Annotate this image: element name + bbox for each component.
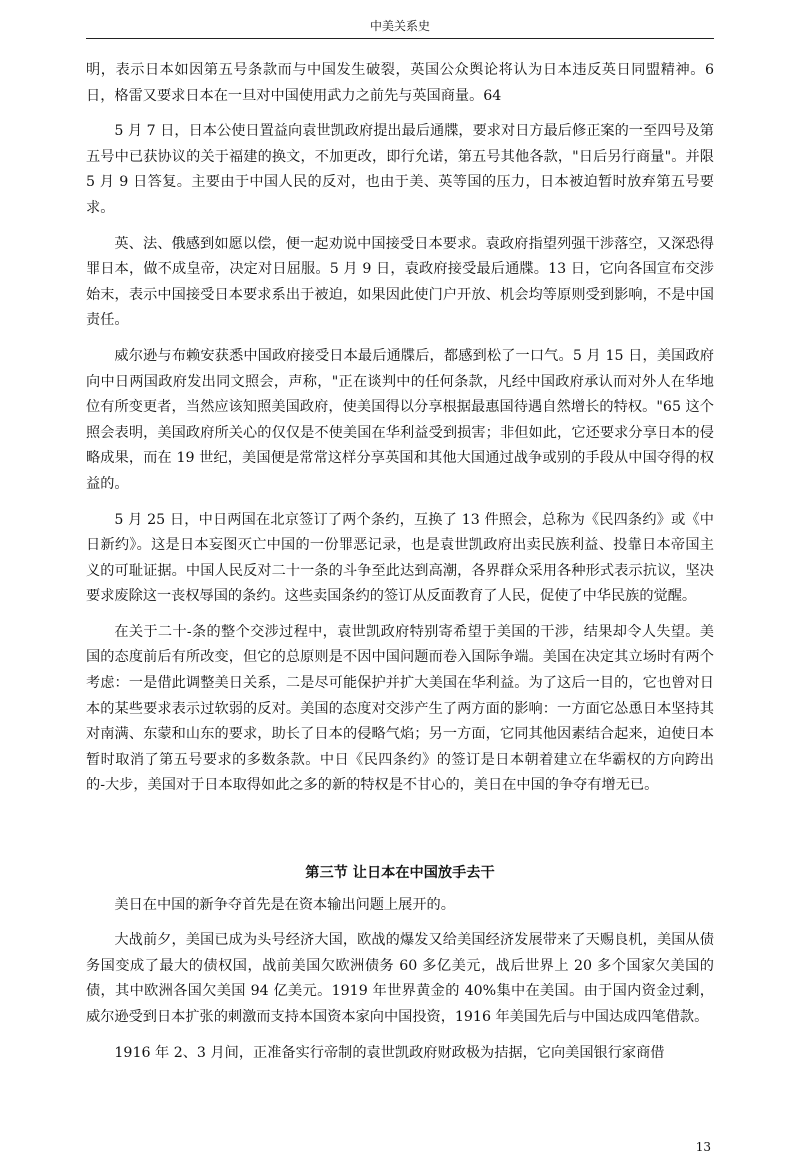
header-rule [86, 38, 714, 39]
paragraph: 明，表示日本如因第五号条款而与中国发生破裂，英国公众舆论将认为日本违反英日同盟精神。6 日，格雷又要求日本在一旦对中国使用武力之前先与英国商量。64 [86, 62, 714, 104]
paragraph: 5 月 7 日，日本公使日置益向袁世凯政府提出最后通牒，要求对日方最后修正案的一至四号及第五号中已获协议的关于福建的换文，不加更改，即行允诺，第五号其他各款，"日后另行商量"。并限 5 月 9 日答复。主要由于中国人民的反对，也由于美、英等国的压力，日本被迫暂时放弃第五号要求。 [86, 123, 714, 216]
paragraph: 5 月 25 日，中日两国在北京签订了两个条约，互换了 13 件照会，总称为《民四条约》或《中日新约》。这是日本妄图灭亡中国的一份罪恶记录，也是袁世凯政府出卖民族利益、投靠日本帝国主义的可耻证据。中国人民反对二十一条的斗争至此达到高潮，各界群众采用各种形式表示抗议，坚决要求废除这一丧权辱国的条约。这些卖国条约的签订从反面教育了人民，促使了中华民族的觉醒。 [86, 511, 714, 605]
running-header: 中美关系史 [369, 19, 430, 33]
paragraph: 威尔逊与布赖安获悉中国政府接受日本最后通牒后，都感到松了一口气。5 月 15 日，美国政府向中日两国政府发出同文照会，声称，"正在谈判中的任何条款，凡经中国政府承认而对外人在华地位有所变更者，当然应该知照美国政府，使美国得以分享根据最惠国待遇自然增长的特权。"65 这个照会表明，美国政府所关心的仅仅是不使美国在华利益受到损害；非但如此，它还要求分享日本的侵略成果，而在 19 世纪，美国便是常常这样分享英国和其他大国通过战争或别的手段从中国夺得的权益的。 [86, 347, 714, 492]
page-number: 13 [695, 1140, 711, 1154]
paragraph: 1916 年 2、3 月间，正准备实行帝制的袁世凯政府财政极为拮据，它向美国银行家商借 [114, 1044, 665, 1061]
page-body [86, 58, 714, 1076]
section-heading: 第三节 让日本在中国放手去干 [305, 865, 495, 882]
paragraph: 美日在中国的新争夺首先是在资本输出问题上展开的。 [114, 896, 455, 913]
paragraph: 大战前夕，美国已成为头号经济大国，欧战的爆发又给美国经济发展带来了天赐良机，美国从债务国变成了最大的债权国，战前美国欠欧洲债务 60 多亿美元，战后世界上 20 多个国家欠美国的债，其中欧洲各国欠美国 94 亿美元。1919 年世界黄金的 40%集中在美国。由于国内资金过剩，威尔逊受到日本扩张的刺激而支持本国资本家向中国投资，1916 年美国先后与中国达成四笔借款。 [86, 932, 714, 1025]
paragraph: 英、法、俄感到如愿以偿，便一起劝说中国接受日本要求。袁政府指望列强干涉落空，又深恐得罪日本，做不成皇帝，决定对日屈服。5 月 9 日，袁政府接受最后通牒。13 日，它向各国宣布交涉始末，表示中国接受日本要求系出于被迫，如果因此使门户开放、机会均等原则受到影响，不是中国责任。 [86, 235, 714, 329]
paragraph: 在关于二十-条的整个交涉过程中，袁世凯政府特别寄希望于美国的干涉，结果却令人失望。美国的态度前后有所改变，但它的总原则是不因中国问题而卷入国际争端。美国在决定其立场时有两个考虑：一是借此调整美日关系，二是尽可能保护并扩大美国在华利益。为了这后一目的，它也曾对日本的某些要求表示过软弱的反对。美国的态度对交涉产生了两方面的影响：一方面它怂恿日本坚持其对南满、东蒙和山东的要求，助长了日本的侵略气焰；另一方面，它同其他因素结合起来，迫使日本暂时取消了第五号要求的多数条款。中日《民四条约》的签订是日本朝着建立在华霸权的方向跨出的-大步，美国对于日本取得如此之多的新的特权是不甘心的，美日在中国的争夺有增无已。 [86, 623, 714, 794]
